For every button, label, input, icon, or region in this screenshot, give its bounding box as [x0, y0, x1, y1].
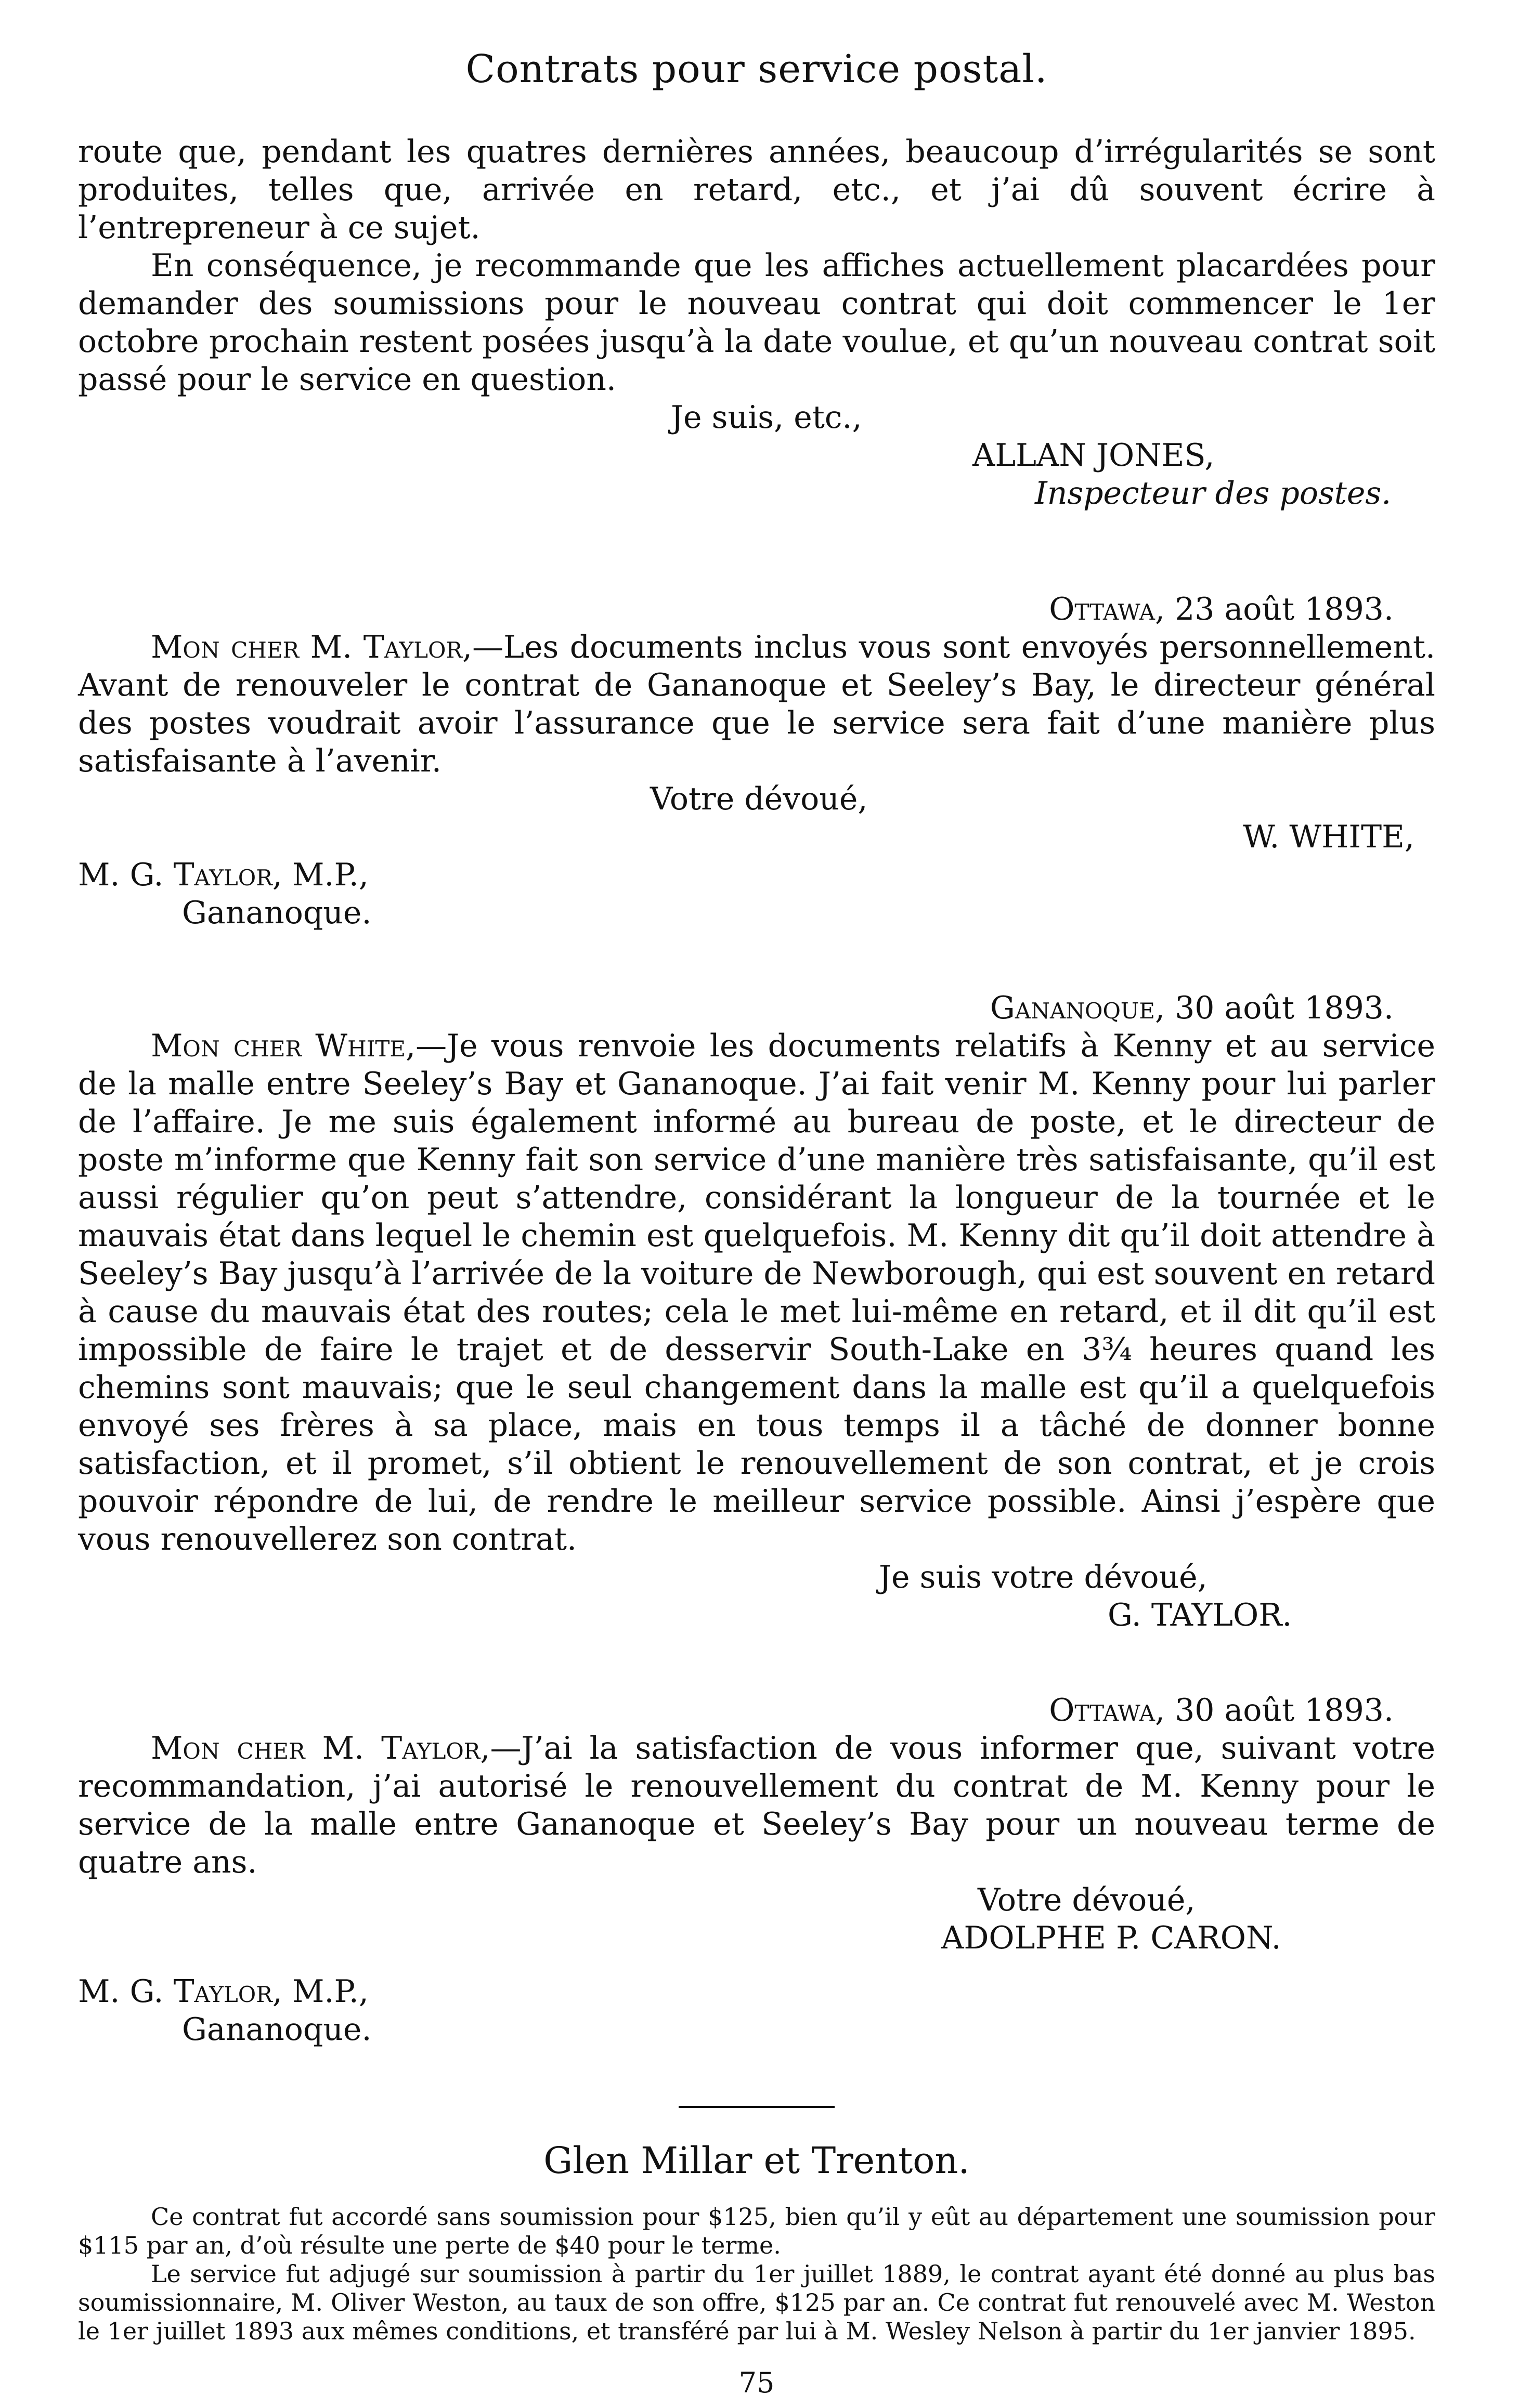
- letter2-addressee: [78, 856, 1435, 932]
- section-glen-millar: [78, 2139, 1435, 2346]
- letter-white: [78, 591, 1435, 932]
- letter3-signature: G. TAYLOR.: [1108, 1597, 1292, 1633]
- letter4-dateline: [78, 1692, 1435, 1730]
- letter4-date: , 30 août 1893.: [1154, 1692, 1394, 1729]
- letter2-text: —Les documents inclus vous sont envoyés personnellement. Avant de renouveler le contrat de Gananoque et Seeley’s Bay, le directeur général des postes voudrait avoir l’assurance que le service sera fait d’une manière plus satisfaisante à l’avenir.: [78, 629, 1436, 779]
- document-page: [78, 47, 1435, 2399]
- page-header: Contrats pour service postal.: [465, 47, 1048, 91]
- page-number: 75: [738, 2366, 775, 2399]
- letter4-addressee-name: M. G. Taylor, M.P.,: [78, 1973, 369, 2010]
- letter3-body: [78, 1027, 1435, 1559]
- letter4-salutation: Mon cher M. Taylor,: [151, 1730, 490, 1766]
- letter4-signature: ADOLPHE P. CARON.: [941, 1920, 1281, 1956]
- letter2-addressee-place: Gananoque.: [182, 895, 372, 931]
- letter2-addressee-name: M. G. Taylor, M.P.,: [78, 857, 369, 893]
- letter2-signature: W. WHITE,: [1243, 819, 1414, 855]
- letter4-body: [78, 1730, 1435, 1881]
- letter1-signature: ALLAN JONES,: [972, 437, 1215, 474]
- letter2-dateline: [78, 591, 1435, 629]
- letter4-addressee: [78, 1973, 1435, 2049]
- letter2-body: [78, 629, 1435, 780]
- letter3-salutation: Mon cher White,: [151, 1028, 416, 1064]
- letter4-place: Ottawa: [1049, 1692, 1155, 1729]
- letter1-closing: Je suis, etc.,: [671, 399, 862, 436]
- letter3-place: Gananoque: [990, 990, 1155, 1026]
- letter3-closing: Je suis votre dévoué,: [879, 1559, 1208, 1595]
- letter-caron: [78, 1692, 1435, 2049]
- section2-paragraph-2: Le service fut adjugé sur soumission à partir du 1er juillet 1889, le contrat ayant été donné au plus bas soumissionnaire, M. Oliver Weston, au taux de son offre, $125 par an. Ce contrat fut renouvelé avec M. Weston le 1er juillet 1893 aux mêmes conditions, et transféré par lui à M. Wesley Nelson à partir du 1er janvier 1895.: [78, 2260, 1435, 2345]
- letter2-closing: Votre dévoué,: [650, 781, 868, 817]
- letter1-paragraph-2: En conséquence, je recommande que les affiches actuellement placardées pour demander des soumissions pour le nouveau contrat qui doit commencer le 1er octobre prochain restent posées jusqu’à la date voulue, et qu’un nouveau contrat soit passé pour le service en question.: [78, 247, 1435, 398]
- letter4-text: —J’ai la satisfaction de vous informer que, suivant votre recommandation, j’ai autorisé le renouvellement du contrat de M. Kenny pour le service de la malle entre Gananoque et Seeley’s Bay pour un nouveau terme de quatre ans.: [78, 1730, 1435, 1880]
- letter1-paragraph-1: route que, pendant les quatres dernières années, beaucoup d’irrégularités se sont produites, telles que, arrivée en retard, etc., et j’ai dû souvent écrire à l’entrepreneur à ce sujet.: [78, 134, 1435, 246]
- letter-allan-jones: [78, 133, 1435, 513]
- letter3-text: —Je vous renvoie les documents relatifs à Kenny et au service de la malle entre Seeley’s Bay et Gananoque. J’ai fait venir M. Kenny pour lui parler de l’affaire. Je me suis également informé au bureau de poste, et le directeur de poste m’informe que Kenny fait son service d’une manière très satisfaisante, qu’il est aussi régulier qu’on peut s’attendre, considérant la longueur de la tournée et le mauvais état dans lequel le chemin est quelquefois. M. Kenny dit qu’il doit attendre à Seeley’s Bay jusqu’à l’arrivée de la voiture de Newborough, qui est souvent en retard à cause du mauvais état des routes; cela le met lui-même en retard, et il dit qu’il est impossible de faire le trajet et de desservir South-Lake en 3¾ heures quand les chemins sont mauvais; que le seul changement dans la malle est qu’il a quelquefois envoyé ses frères à sa place, mais en tous temps il a tâché de donner bonne satisfaction, et il promet, s’il obtient le renouvellement de son contrat, et je crois pouvoir répondre de lui, de rendre le meilleur service possible. Ainsi j’espère que vous renouvellerez son contrat.: [78, 1028, 1435, 1558]
- letter-taylor: [78, 989, 1435, 1634]
- letter3-date: , 30 août 1893.: [1154, 990, 1394, 1026]
- letter4-closing: Votre dévoué,: [978, 1882, 1196, 1918]
- section2-title: Glen Millar et Trenton.: [543, 2139, 970, 2182]
- letter4-addressee-place: Gananoque.: [182, 2011, 372, 2048]
- letter3-dateline: [78, 989, 1435, 1027]
- letter2-salutation: Mon cher M. Taylor,: [151, 629, 473, 665]
- letter2-place: Ottawa: [1049, 591, 1155, 627]
- section-divider: [679, 2106, 835, 2108]
- letter1-signer-title: Inspecteur des postes.: [1035, 475, 1392, 512]
- section2-paragraph-1: Ce contrat fut accordé sans soumission pour $125, bien qu’il y eût au département une soumission pour $115 par an, d’où résulte une perte de $40 pour le terme.: [78, 2203, 1435, 2259]
- letter2-date: , 23 août 1893.: [1154, 591, 1394, 627]
